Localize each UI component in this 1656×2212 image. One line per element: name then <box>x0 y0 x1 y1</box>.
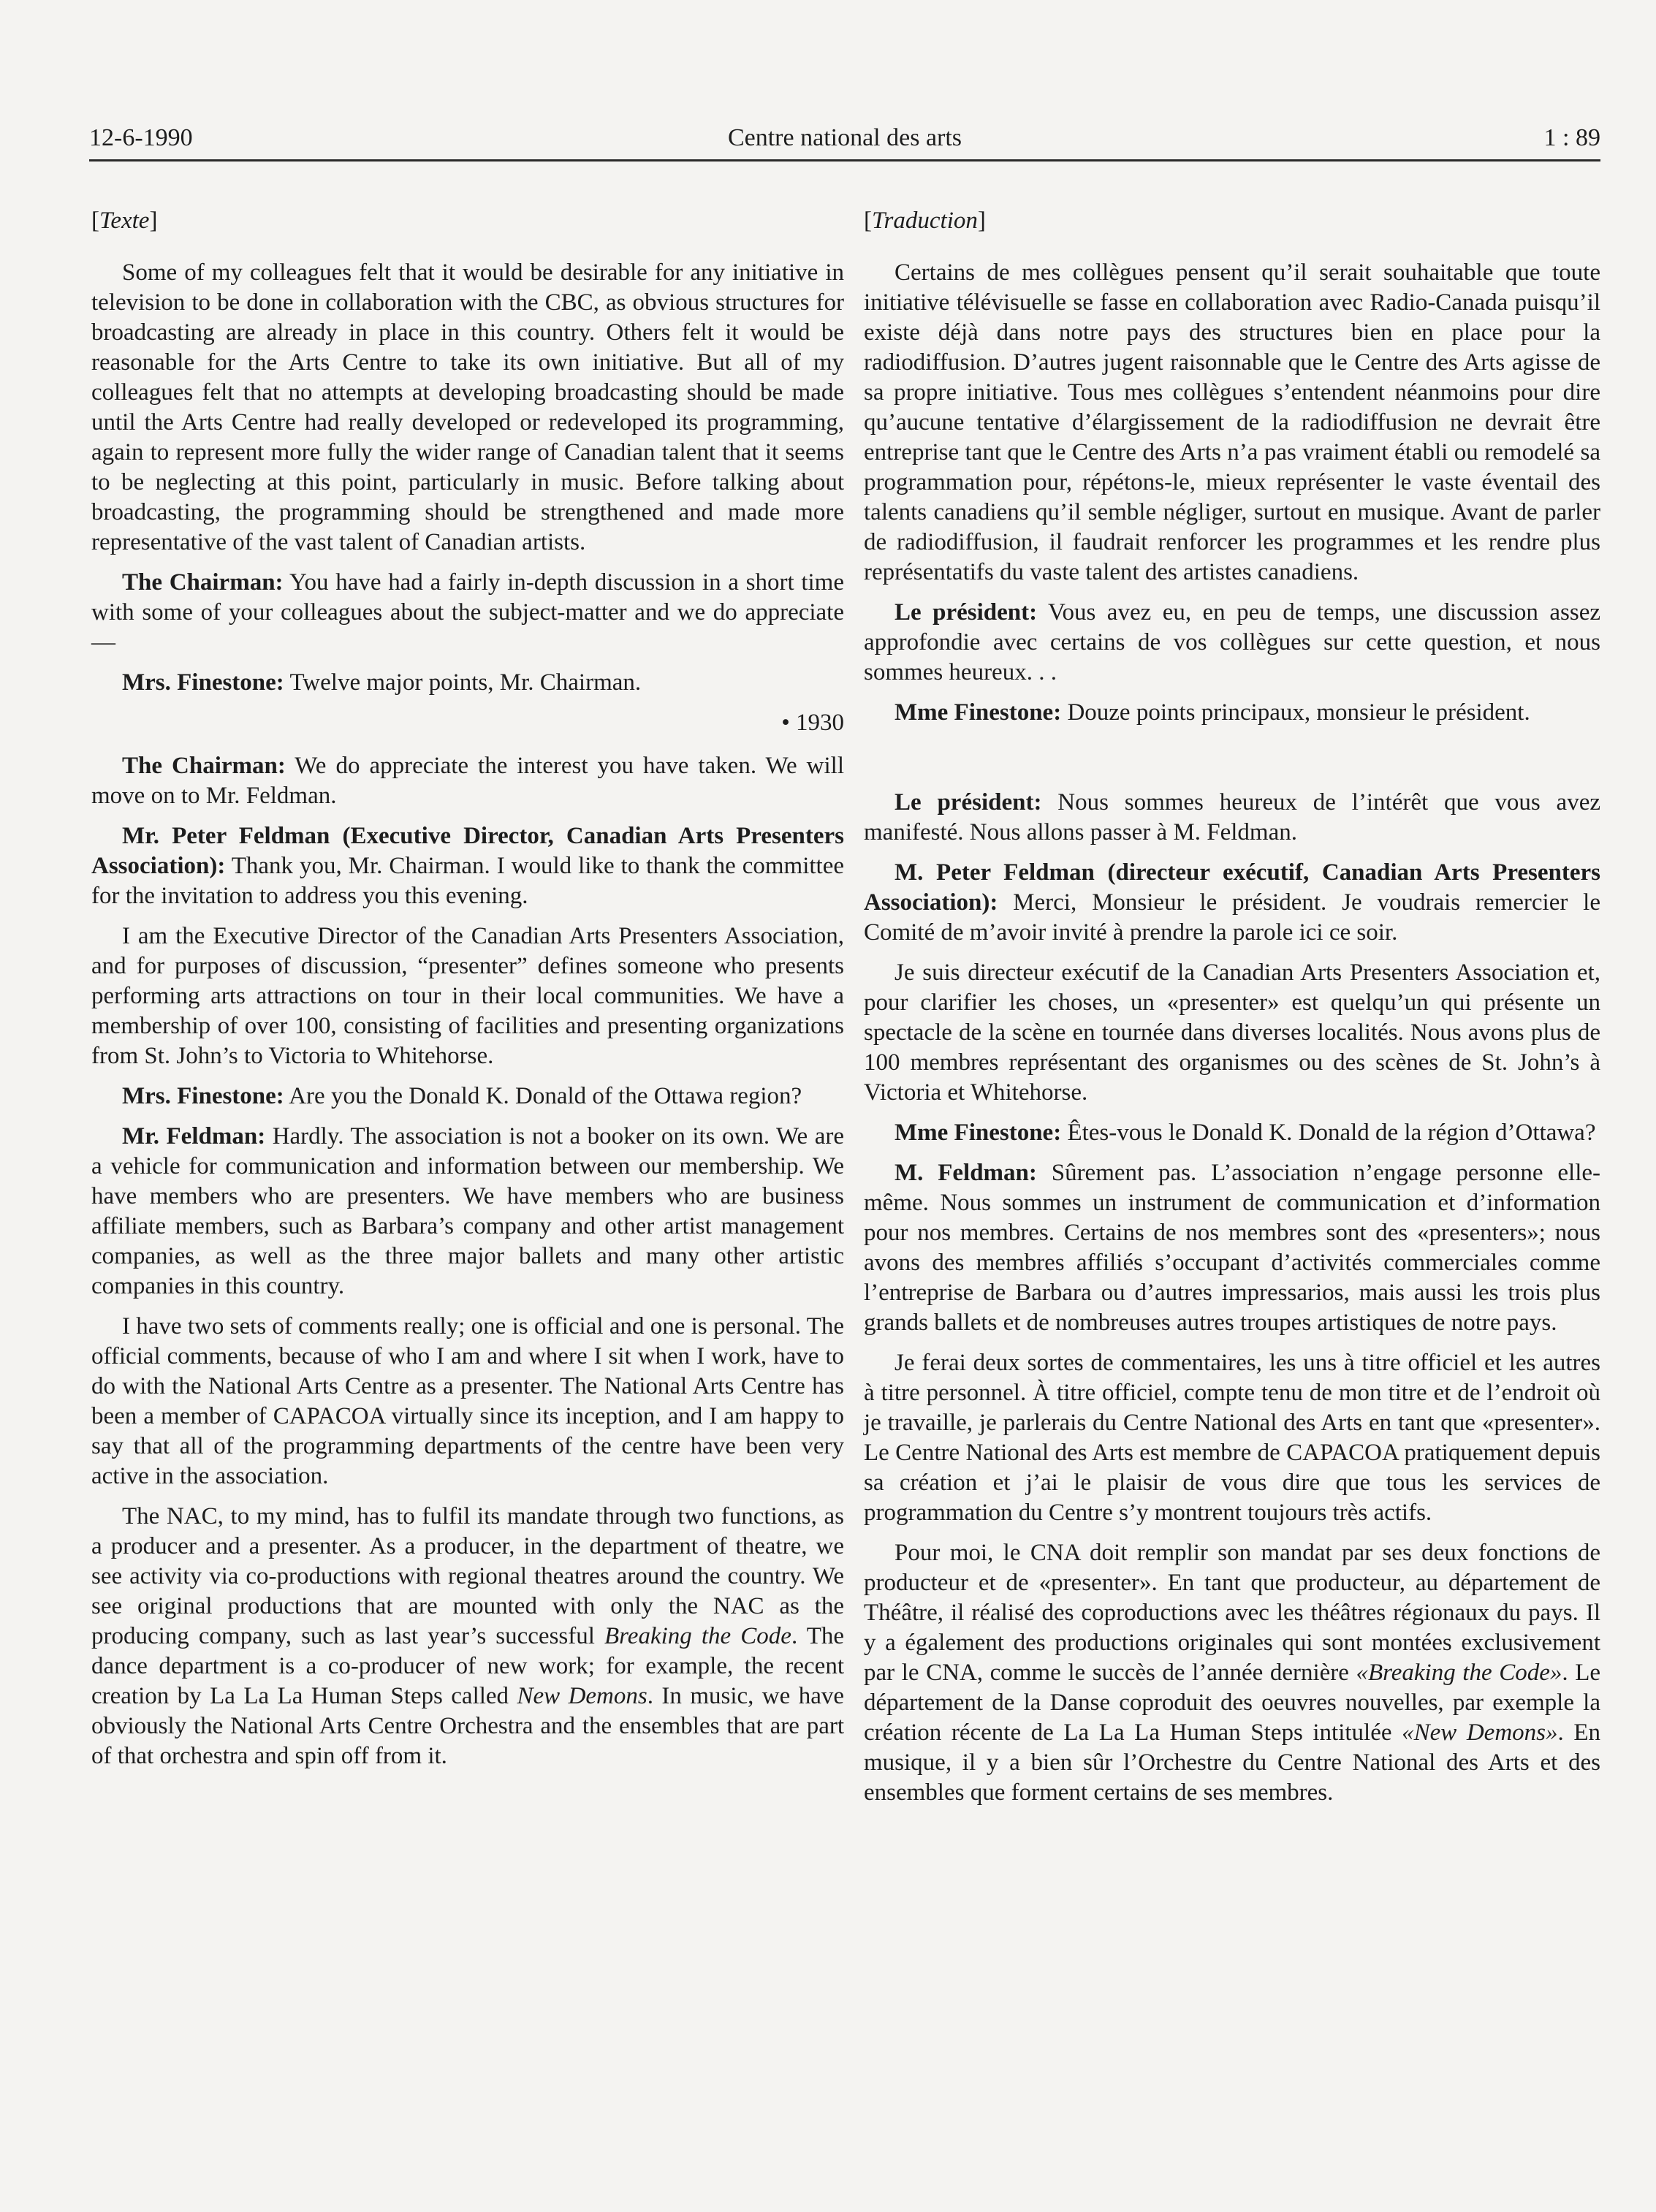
paragraph: The NAC, to my mind, has to fulfil its mandate through two functions, as a producer and a presenter. As a producer, in the department of theatre, we see activity via co-productions with regional theatres around the country. We see original productions that are mounted with only the NAC as the producing company, such as last year’s successful Breaking the Code. The dance department is a co-producer of new work; for example, the recent creation by La La La Human Steps called New Demons. In music, we have obviously the National Arts Centre Orchestra and the ensembles that are part of that orchestra and spin off from it. <box>91 1503 845 1769</box>
paragraph: Some of my colleagues felt that it would be desirable for any initiative in television to be done in collaboration with the CBC, as obvious structures for broadcasting are already in place in this country. Others felt it would be reasonable for the Arts Centre to take its own initiative. But all of my colleagues felt that no attempts at developing broadcasting should be made until the Arts Centre had really developed or redeveloped its programming, again to represent more fully the wider range of Canadian talent that it seems to be neglecting at this point, particularly in music. Before talking about broadcasting, the programming should be strengthened and made more representative of the vast talent of Canadian artists. <box>91 259 844 555</box>
speaker-name: Le président: <box>895 789 1042 816</box>
paragraph: Certains de mes collègues pensent qu’il serait souhaitable que toute initiative télévisuelle se fasse en collaboration avec Radio-Canada puisqu’il existe déjà dans notre pays des structures bien en place pour la radiodiffusion. D’autres jugent raisonnable que le Centre des Arts agisse de sa propre initiative. Tous mes collègues s’entendent néanmoins pour dire qu’aucune tentative d’élargissement de la radiodiffusion ne devrait être entreprise tant que le Centre des Arts n’a pas vraiment établi ou remodelé sa programmation pour, répétons-le, mieux représenter le vaste éventail des talents canadiens qu’il semble négliger, surtout en musique. Avant de parler de radiodiffusion, il faudrait renforcer les programmes et les rendre plus représentatifs du vaste talent des artistes canadiens. <box>864 259 1600 585</box>
speaker-name: Mr. Feldman: <box>122 1123 266 1149</box>
english-label: [Texte] <box>91 208 158 234</box>
paragraph: I have two sets of comments really; one is official and one is personal. The official comments, because of who I am and where I sit when I work, have to do with the National Arts Centre as a presenter. The National Arts Centre has been a member of CAPACOA virtually since its inception, and I am happy to say that all of the programming departments of the centre have been very active in the association. <box>91 1313 844 1489</box>
speaker-paragraph: Mr. Peter Feldman (Executive Director, Canadian Arts Presenters Association): Thank you, Mr. Chairman. I would like to thank the committee for the invitation to address you this evening. <box>91 823 844 909</box>
speaker-paragraph: Mrs. Finestone: Twelve major points, Mr. Chairman. <box>122 669 642 696</box>
header-page-number: 1 : 89 <box>1543 124 1600 151</box>
speaker-paragraph: Mme Finestone: Êtes-vous le Donald K. Donald de la région d’Ottawa? <box>895 1120 1596 1146</box>
speaker-name: M. Peter Feldman (directeur exécutif, Canadian Arts Presenters Association): <box>864 859 1600 916</box>
speaker-paragraph: Mrs. Finestone: Are you the Donald K. Donald of the Ottawa region? <box>122 1083 802 1109</box>
title-breaking-the-code: «Breaking the Code» <box>1356 1660 1562 1686</box>
speaker-name: M. Feldman: <box>895 1160 1037 1186</box>
title-breaking-the-code: Breaking the Code <box>604 1623 791 1649</box>
speaker-paragraph: M. Feldman: Sûrement pas. L’association n’engage personne elle-même. Nous sommes un instrument de communication et d’information pour nos membres. Certains de nos membres sont des «presenters»; nous avons des membres affiliés s’occupant d’activités commerciales comme l’entreprise de Barbara ou d’autres impressarios, mais aussi les trois plus grands ballets et de nombreuses autres troupes artistiques de notre pays. <box>864 1160 1600 1336</box>
page-header <box>89 117 1600 161</box>
paragraph: Je suis directeur exécutif de la Canadian Arts Presenters Association et, pour clarifier les choses, un «presenter» est quelqu’un qui présente un spectacle de la scène en tournée dans diverses localités. Nous avons plus de 100 membres représentant des organismes ou des scènes de St. John’s à Victoria et Whitehorse. <box>864 959 1600 1106</box>
header-date: 12-6-1990 <box>89 124 193 151</box>
speaker-paragraph: M. Peter Feldman (directeur exécutif, Canadian Arts Presenters Association): Merci, Monsieur le président. Je voudrais remercier le Comité de m’avoir invité à prendre la parole ici ce soir. <box>864 859 1600 946</box>
title-new-demons: «New Demons» <box>1402 1719 1558 1746</box>
french-label: [Traduction] <box>864 208 986 234</box>
speaker-name: The Chairman: <box>122 569 284 596</box>
paragraph: Pour moi, le CNA doit remplir son mandat par ses deux fonctions de producteur et de «presenter». En tant que producteur, au département de Théâtre, il réalisé des coproductions avec les théâtres régionaux du pays. Il y a également des productions originales qui sont montées exclusivement par le CNA, comme le succès de l’année dernière «Breaking the Code». Le département de la Danse coproduit des oeuvres nouvelles, par exemple la création récente de La La La Human Steps intitulée «New Demons». En musique, il y a bien sûr l’Orchestre du Centre National des Arts et des ensembles que forment certains de ses membres. <box>864 1540 1600 1806</box>
speaker-name: Mrs. Finestone: <box>122 669 284 696</box>
speaker-paragraph: Le président: Nous sommes heureux de l’intérêt que vous avez manifesté. Nous allons passer à M. Feldman. <box>864 789 1600 845</box>
speaker-name: Mr. Peter Feldman (Executive Director, Canadian Arts Presenters Association): <box>91 823 844 879</box>
paragraph: Je ferai deux sortes de commentaires, les uns à titre officiel et les autres à titre personnel. À titre officiel, compte tenu de mon titre et de l’endroit où je travaille, je parlerais du Centre National des Arts en tant que «presenter». Le Centre National des Arts est membre de CAPACOA pratiquement depuis sa création et j’ai le plaisir de vous dire que tous les services de programmation du Centre s’y montrent toujours très actifs. <box>864 1350 1600 1526</box>
speaker-name: Mrs. Finestone: <box>122 1083 284 1109</box>
speaker-paragraph: Le président: Vous avez eu, en peu de temps, une discussion assez approfondie avec certains de vos collègues sur cette question, et nous sommes heureux. . . <box>864 599 1600 685</box>
english-column <box>91 206 844 1782</box>
speaker-paragraph: The Chairman: You have had a fairly in-depth discussion in a short time with some of your colleagues about the subject-matter and we do appreciate— <box>91 569 845 655</box>
title-new-demons: New Demons <box>517 1683 647 1709</box>
french-column <box>864 206 1600 1818</box>
speaker-paragraph: Mr. Feldman: Hardly. The association is not a booker on its own. We are a vehicle for communication and information between our membership. We have members who are presenters. We have members who are business affiliate members, such as Barbara’s company and other artist management companies, as well as the three major ballets and many other artistic companies in this country. <box>91 1123 844 1299</box>
speaker-paragraph: Mme Finestone: Douze points principaux, monsieur le président. <box>895 699 1530 726</box>
speaker-name: Mme Finestone: <box>895 1120 1062 1146</box>
speaker-paragraph: The Chairman: We do appreciate the interest you have taken. We will move on to Mr. Feldman. <box>91 753 844 809</box>
speaker-name: The Chairman: <box>122 753 286 779</box>
header-title: Centre national des arts <box>727 124 962 151</box>
spacer <box>864 738 1600 788</box>
time-marker: • 1930 <box>781 710 844 736</box>
speaker-name: Mme Finestone: <box>895 699 1062 726</box>
speaker-name: Le président: <box>895 599 1038 626</box>
paragraph: I am the Executive Director of the Canadian Arts Presenters Association, and for purposes of discussion, “presenter” defines someone who presents performing arts attractions on tour in their local communities. We have a membership of over 100, consisting of facilities and presenting organizations from St. John’s to Victoria to Whitehorse. <box>91 923 844 1069</box>
